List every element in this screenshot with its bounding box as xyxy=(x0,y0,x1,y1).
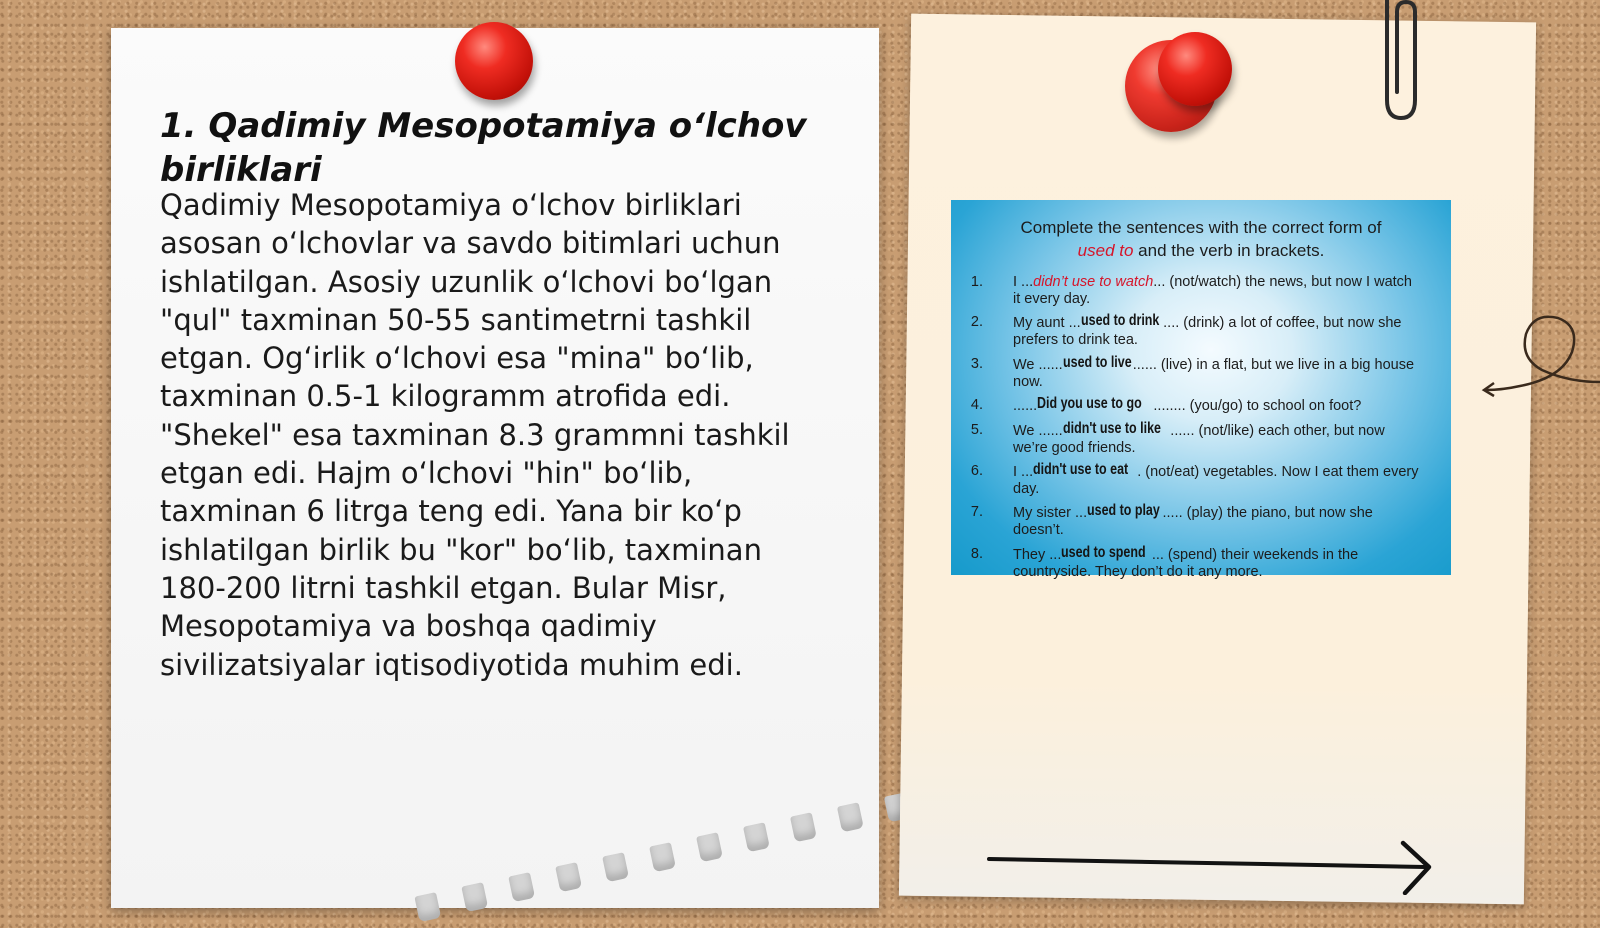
worksheet-image xyxy=(951,200,1451,580)
exercise-list xyxy=(951,274,1451,581)
worksheet-title: Complete the sentences with the correct form of used to and the verb in brackets. xyxy=(1020,218,1382,260)
paperclip-icon xyxy=(1375,0,1425,125)
list-item: 8. They ...used to spend ... (spend) their weekends in the countryside. They don’t do it any more. xyxy=(970,543,1359,580)
list-item: 4. ......Did you use to go ........ (you/go) to school on foot? xyxy=(970,395,1362,415)
list-item: 7. My sister ...used to play ..... (play) the piano, but now she doesn’t. xyxy=(970,502,1373,539)
list-item: 3. We ......used to live...... (live) in a flat, but we live in a big house now. xyxy=(970,353,1415,390)
curly-arrow-icon xyxy=(1480,310,1600,410)
list-item: 1. I ...didn’t use to watch... (not/watch) the news, but now I watch it every day. xyxy=(970,274,1412,307)
list-item: 5. We ......didn't use to like ...... (not/like) each other, but now we’re good friends. xyxy=(970,419,1385,456)
list-item: 6. I ...didn't use to eat . (not/eat) vegetables. Now I eat them every day. xyxy=(970,460,1419,497)
red-pushpin-icon xyxy=(455,22,533,100)
arrow-right-icon[interactable] xyxy=(985,835,1450,895)
body-paragraph: Qadimiy Mesopotamiya o‘lchov birliklari asosan o‘lchovlar va savdo bitimlari uchun ishlatilgan. Asosiy uzunlik o‘lchovi bo‘lgan "qul" taxminan 50-55 santimetrni tashkil etgan. Og‘irlik o‘lchovi esa "mina" bo‘lib, taxminan 0.5-1 kilogramm atrofida edi. "Shekel" esa taxminan 8.3 grammni tashkil etgan edi. Hajm o‘lchovi "hin" bo‘lib, taxminan 6 litrga teng edi. Yana bir ko‘p ishlatilgan birlik bu "kor" bo‘lib, taxminan 180-200 litrni tashkil etgan. Bular Misr, Mesopotamiya va boshqa qadimiy sivilizatsiyalar iqtisodiyotida muhim edi. xyxy=(160,188,790,682)
page-title: 1. Qadimiy Mesopotamiya o‘lchov birliklari xyxy=(160,106,807,190)
list-item: 2. My aunt ...used to drink .... (drink) a lot of coffee, but now she prefers to drink tea. xyxy=(970,312,1402,349)
red-pushpin-icon xyxy=(1158,32,1232,106)
